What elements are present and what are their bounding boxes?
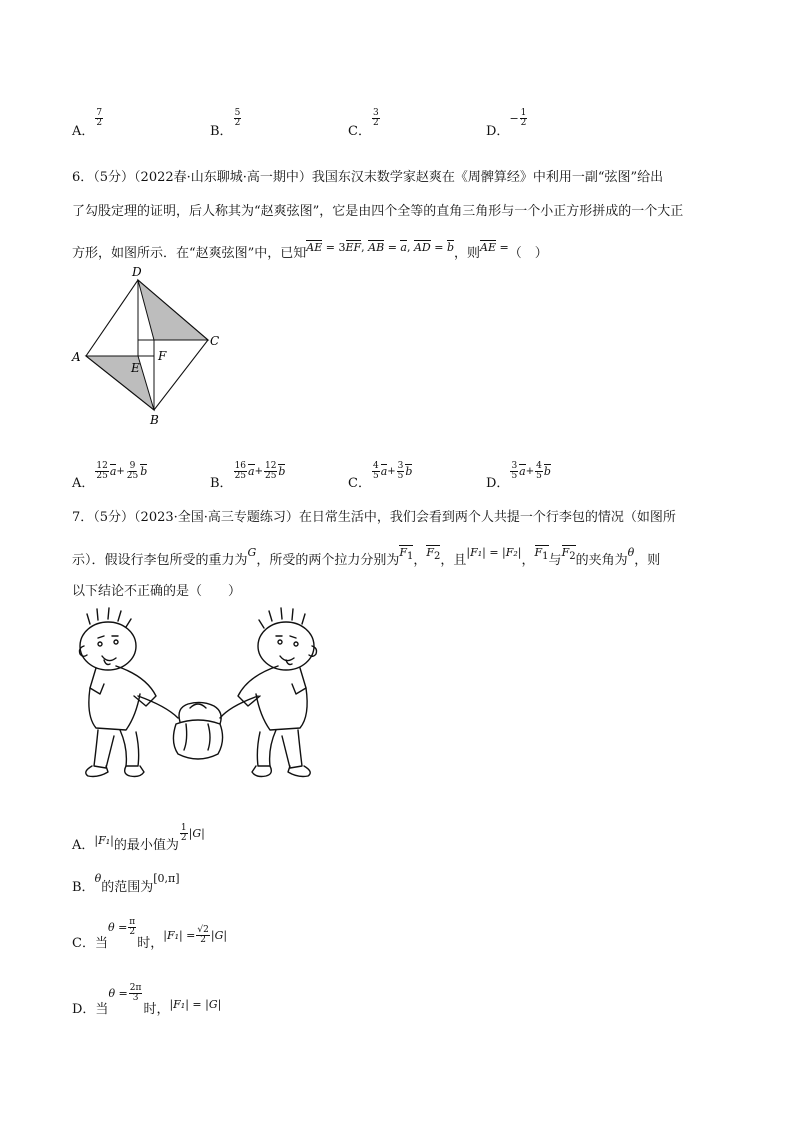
vector-f1: $F_1$ [399, 546, 414, 563]
q5-option-d: D． − $\frac{1}{2}$ [486, 108, 527, 139]
two-people-carrying-bag-illustration [68, 604, 330, 794]
label-d: D [132, 265, 142, 279]
q6-stem-line1: 6．（5分）（2022春·山东聊城·高一期中）我国东汉末数学家赵爽在《周髀算经》中利用一副“弦图”给出 [72, 170, 664, 185]
q7-stem-line2: 示）．假设行李包所受的重力为 G ，所受的两个拉力分别为 $F_1$ ， $F_2$ ，且 |F₁| = |F₂| ， $F_1$ 与 $F_2$ 的夹角为 θ ，则 [72, 546, 661, 568]
q5-option-b: B． $\frac{5}{2}$ [210, 108, 241, 139]
label-a: A [72, 350, 81, 364]
q7-option-d: D．当 θ = $\frac{2\pi}{3}$ 时， |F₁| = |G| [72, 983, 222, 1017]
label-c: C [210, 334, 220, 348]
q6-option-c: C． $\frac{4}{5}$ a + $\frac{3}{5}$ b [348, 461, 413, 491]
left-person [80, 608, 179, 777]
zhao-shuang-figure [66, 265, 226, 427]
q6-option-a: A． $\frac{12}{25}$ a + $\frac{9}{25}$ b [72, 461, 148, 491]
q7-option-b: B． θ 的范围为 [0,π] [72, 872, 180, 895]
option-label: A． [72, 124, 95, 139]
label-b: B [150, 413, 159, 427]
q7-option-a: A． |F₁| 的最小值为 $\frac{1}{2}$ |G| [72, 823, 205, 853]
q5-option-a: A． $\frac{7}{2}$ [72, 108, 103, 139]
q7-stem-line1: 7．（5分）（2023·全国·高三专题练习）在日常生活中，我们会看到两个人共提一个行李包的情况（如图所 [72, 510, 676, 525]
q6-stem-line3: 方形，如图所示．在“赵爽弦图”中，已知 AE = 3EF, AB = a, AD = b ，则 AE = （ ） [72, 241, 548, 261]
q6-stem-line2: 了勾股定理的证明，后人称其为“赵爽弦图”，它是由四个全等的直角三角形与一个小正方形拼成的一个大正 [72, 204, 684, 219]
vector-f2: $F_2$ [426, 546, 441, 563]
q6-given-vectors: AE = 3EF, AB = a, AD = b [306, 241, 455, 254]
luggage-bag [173, 702, 222, 759]
q6-ask-vector: AE = [480, 241, 509, 254]
right-person [220, 608, 317, 777]
q5-option-c: C． $\frac{3}{2}$ [348, 108, 379, 139]
q7-stem-line3: 以下结论不正确的是（ ） [72, 584, 242, 599]
q7-option-c: C．当 θ = $\frac{\pi}{2}$ 时， |F₁| = $\frac{√2}{2}$ |G| [72, 917, 228, 951]
label-f: F [158, 349, 167, 363]
q6-option-d: D． $\frac{3}{5}$ a + $\frac{4}{5}$ b [486, 461, 551, 491]
label-e: E [131, 361, 140, 375]
q6-option-b: B． $\frac{16}{25}$ a + $\frac{12}{25}$ b [210, 461, 286, 491]
